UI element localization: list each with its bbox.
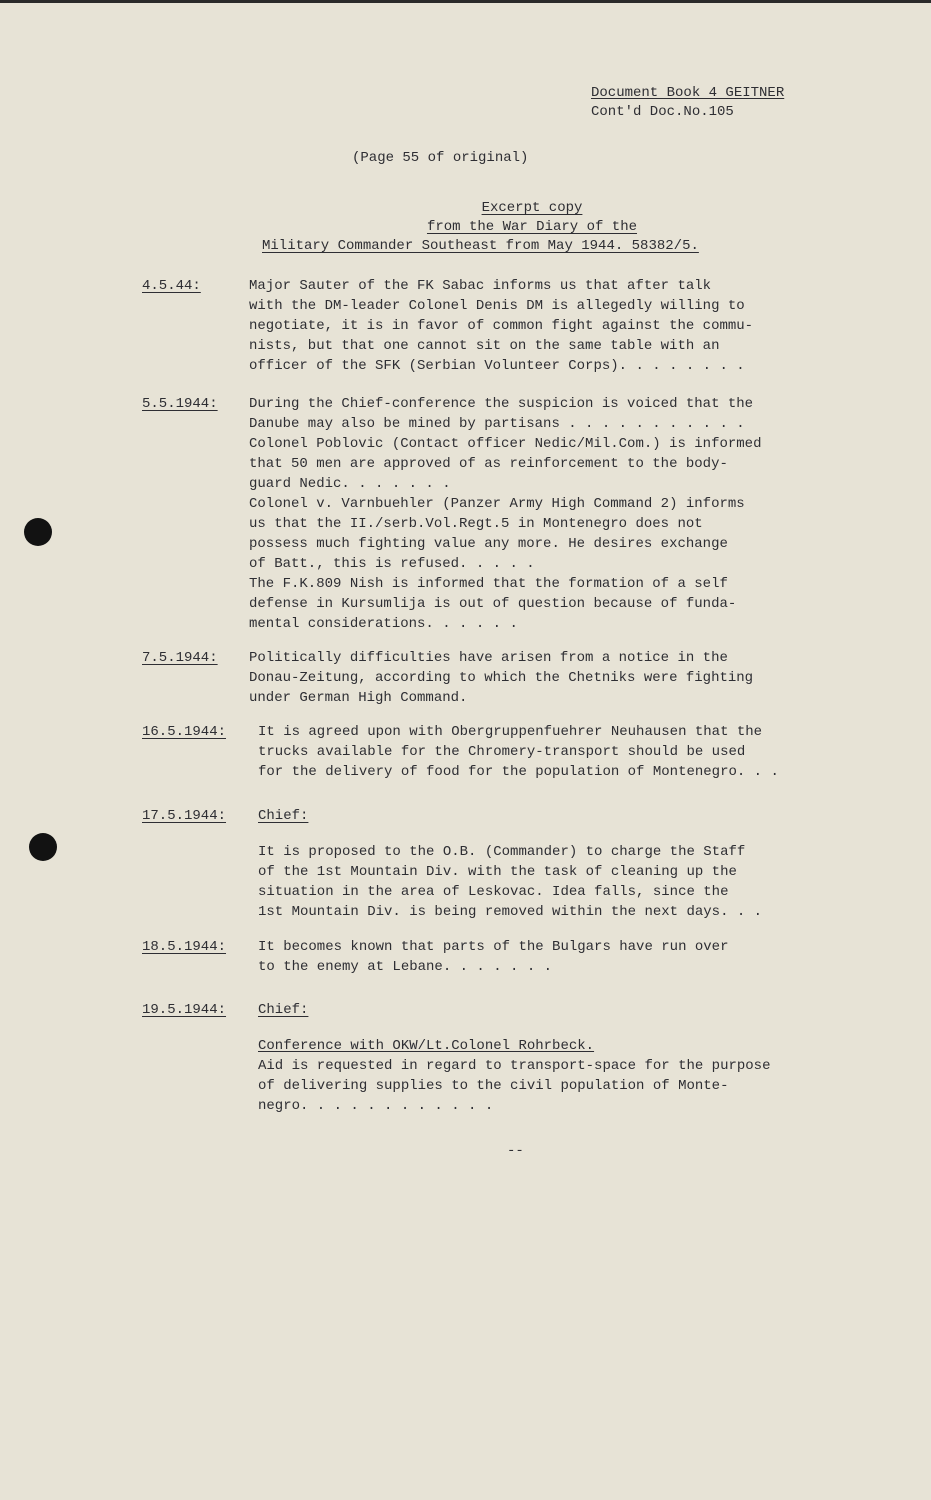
entry-line: possess much fighting value any more. He desires exchange	[249, 536, 728, 552]
entry-line: negotiate, it is in favor of common fight against the commu-	[249, 318, 754, 334]
original-page-reference: (Page 55 of original)	[352, 150, 529, 166]
entry-line: It is agreed upon with Obergruppenfuehrer Neuhausen that the	[258, 724, 763, 740]
entry-line: officer of the SFK (Serbian Volunteer Corps). . . . . . . .	[249, 358, 745, 374]
entry-line: Colonel v. Varnbuehler (Panzer Army High Command 2) informs	[249, 496, 745, 512]
entry-line: It becomes known that parts of the Bulgars have run over	[258, 939, 729, 955]
entry-line: Donau-Zeitung, according to which the Chetniks were fighting	[249, 670, 754, 686]
entry-line: Major Sauter of the FK Sabac informs us that after talk	[249, 278, 712, 294]
entry-line: of delivering supplies to the civil population of Monte-	[258, 1078, 729, 1094]
entry-line: Aid is requested in regard to transport-space for the purpose	[258, 1058, 771, 1074]
entry-line: under German High Command.	[249, 690, 468, 706]
entry-date: 4.5.44:	[142, 278, 201, 294]
entry-line: trucks available for the Chromery-transport should be used	[258, 744, 746, 760]
entry-text	[258, 722, 848, 782]
entry-line: us that the II./serb.Vol.Regt.5 in Montenegro does not	[249, 516, 703, 532]
entry-line: defense in Kursumlija is out of question because of funda-	[249, 596, 737, 612]
punch-hole	[29, 833, 57, 861]
document-book-label: Document Book 4 GEITNER	[591, 85, 785, 101]
entry-line: The F.K.809 Nish is informed that the formation of a self	[249, 576, 728, 592]
entry-heading: Chief:	[258, 1002, 309, 1018]
entry-line: Conference with OKW/Lt.Colonel Rohrbeck.	[258, 1038, 595, 1054]
entry-line: It is proposed to the O.B. (Commander) to charge the Staff	[258, 844, 746, 860]
document-number: Cont'd Doc.No.105	[591, 104, 734, 120]
entry-text	[258, 937, 848, 977]
punch-hole	[24, 518, 52, 546]
title-line-3: Military Commander Southeast from May 1944. 58382/5.	[262, 238, 699, 254]
entry-date: 19.5.1944:	[142, 1002, 227, 1018]
entry-line: that 50 men are approved of as reinforcement to the body-	[249, 456, 728, 472]
entry-line: mental considerations. . . . . .	[249, 616, 518, 632]
entry-date: 5.5.1944:	[142, 396, 218, 412]
entry-text	[258, 806, 848, 922]
entry-line: of the 1st Mountain Div. with the task of cleaning up the	[258, 864, 737, 880]
entry-line: negro. . . . . . . . . . . .	[258, 1098, 494, 1114]
entry-date: 18.5.1944:	[142, 939, 227, 955]
entry-line: nists, but that one cannot sit on the same table with an	[249, 338, 720, 354]
entry-text	[258, 1000, 848, 1116]
entry-line: During the Chief-conference the suspicion is voiced that the	[249, 396, 754, 412]
entry-text	[249, 648, 849, 708]
title-line-1: Excerpt copy	[481, 200, 583, 216]
entry-date: 17.5.1944:	[142, 808, 227, 824]
entry-date: 7.5.1944:	[142, 650, 218, 666]
entry-text	[249, 276, 849, 376]
scan-top-edge	[0, 0, 931, 3]
entry-line: Colonel Poblovic (Contact officer Nedic/Mil.Com.) is informed	[249, 436, 762, 452]
entry-line: to the enemy at Lebane. . . . . . .	[258, 959, 553, 975]
entry-line: Politically difficulties have arisen from a notice in the	[249, 650, 728, 666]
entry-line: Danube may also be mined by partisans . . . . . . . . . . .	[249, 416, 745, 432]
entry-text	[249, 394, 849, 634]
entry-line: of Batt., this is refused. . . . .	[249, 556, 535, 572]
entry-date: 16.5.1944:	[142, 724, 227, 740]
entry-line: guard Nedic. . . . . . .	[249, 476, 451, 492]
entry-line: for the delivery of food for the population of Montenegro. . .	[258, 764, 779, 780]
document-title	[262, 199, 802, 256]
title-line-2: from the War Diary of the	[426, 219, 638, 235]
entry-line: situation in the area of Leskovac. Idea falls, since the	[258, 884, 729, 900]
page-end-mark: --	[507, 1143, 524, 1159]
document-header	[591, 84, 784, 122]
entry-line: with the DM-leader Colonel Denis DM is allegedly willing to	[249, 298, 745, 314]
entry-heading: Chief:	[258, 808, 309, 824]
entry-line: 1st Mountain Div. is being removed within the next days. . .	[258, 904, 763, 920]
